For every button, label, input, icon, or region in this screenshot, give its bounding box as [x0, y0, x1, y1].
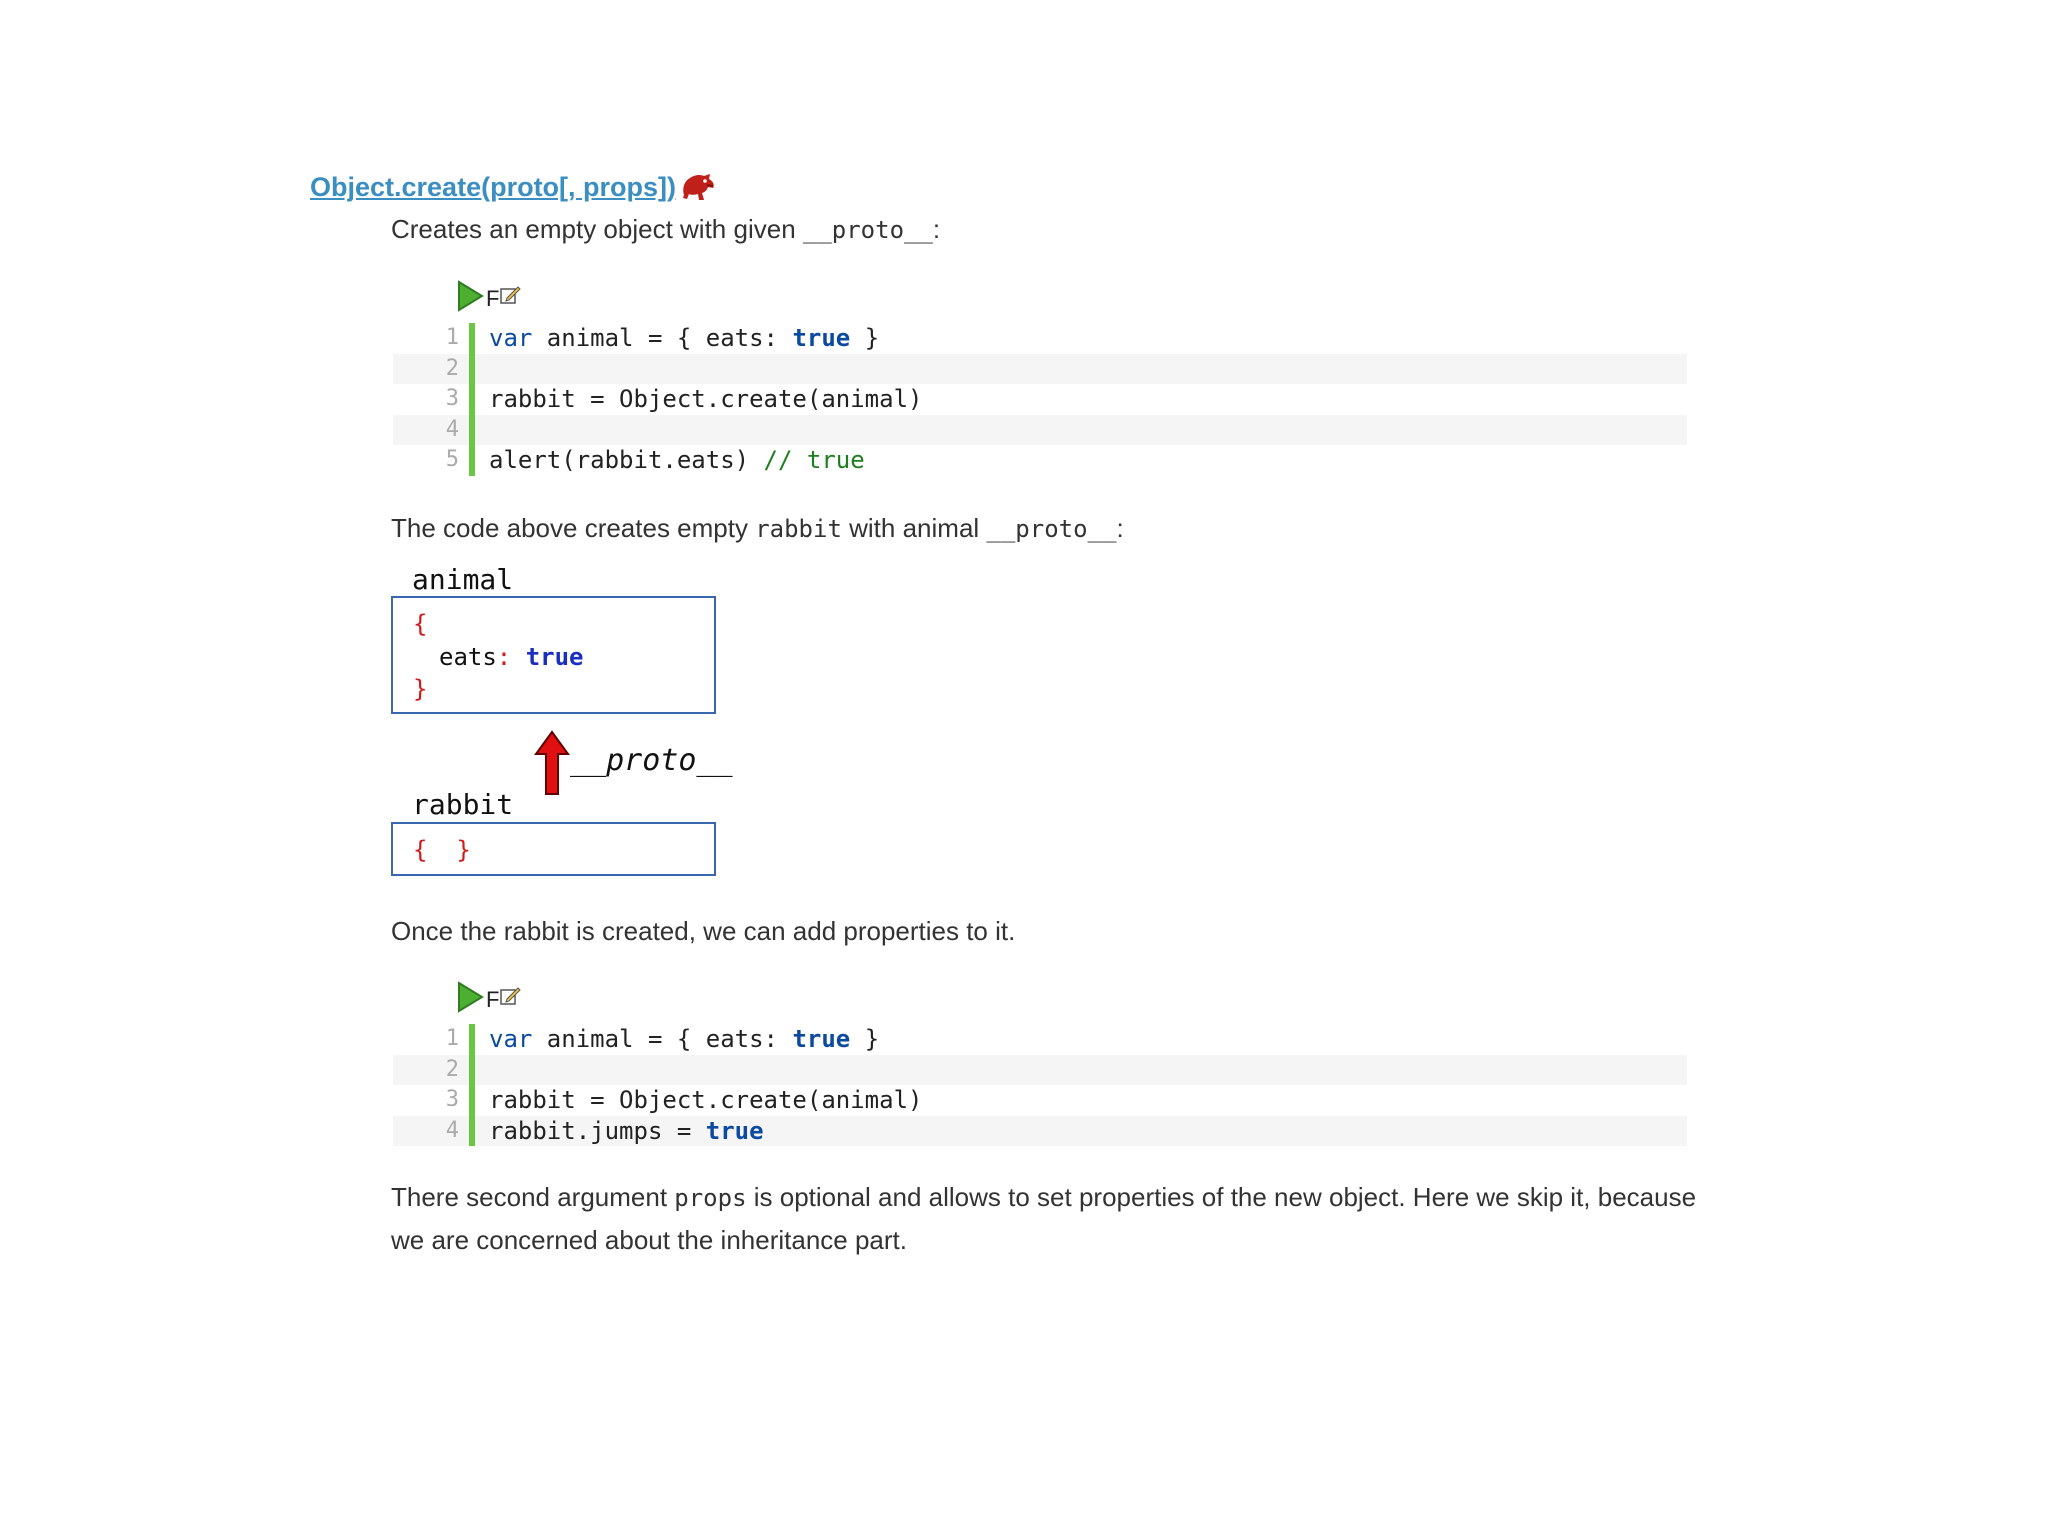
- code-line: [393, 354, 1687, 385]
- para4-prefix: There second argument: [391, 1182, 675, 1212]
- para2-suffix: :: [1116, 513, 1124, 543]
- line-number: 3: [445, 386, 459, 411]
- code-text: rabbit = Object.create(animal): [489, 385, 923, 414]
- object-create-link[interactable]: Object.create(proto[, props]): [310, 171, 677, 202]
- code-line: [393, 445, 1687, 476]
- play-icon[interactable]: [456, 981, 484, 1018]
- code-text: [475, 324, 879, 352]
- rabbit-body: { }: [413, 836, 471, 864]
- line-number: 1: [445, 325, 459, 350]
- code-text: [475, 1117, 764, 1145]
- para4-suffix: is optional and allows to set properties of the new object. Here we skip it, because we are concerned about the inheritance part.: [391, 1182, 1697, 1255]
- code-text: rabbit = Object.create(animal): [489, 1086, 923, 1115]
- animal-label: animal: [412, 563, 514, 596]
- proto-label: __proto__: [570, 743, 733, 778]
- edit-button[interactable]: [486, 986, 521, 1013]
- code-toolbar-1: [456, 281, 521, 315]
- code-text: [475, 446, 865, 474]
- code-line: [393, 1024, 1687, 1055]
- line-number: 5: [445, 447, 459, 472]
- code-segment: animal = { eats:: [532, 1025, 793, 1054]
- paragraph-2: [391, 507, 1124, 550]
- intro-suffix: :: [932, 214, 941, 244]
- gutter-bar: [469, 354, 475, 385]
- up-arrow-icon: [533, 730, 571, 801]
- para4-code: props: [674, 1184, 747, 1212]
- animal-box: [391, 596, 716, 714]
- animal-value: true: [525, 643, 584, 671]
- code-line: [393, 1055, 1687, 1086]
- animal-close-brace: }: [413, 675, 428, 703]
- para2-middle: with animal: [841, 513, 987, 543]
- animal-open-brace: {: [413, 610, 428, 638]
- code-line: [393, 384, 1687, 415]
- code-segment: }: [850, 1025, 880, 1054]
- gutter-bar: [469, 415, 475, 446]
- paragraph-3: Once the rabbit is created, we can add properties to it.: [391, 916, 1016, 946]
- paragraph-4: [391, 1176, 1721, 1261]
- code-toolbar-2: [456, 982, 521, 1016]
- intro-code: __proto__: [802, 216, 933, 244]
- animal-key: eats: [439, 643, 497, 671]
- code-segment: animal = { eats:: [532, 324, 793, 353]
- edit-icon: [499, 285, 521, 312]
- line-number: 1: [445, 1026, 459, 1051]
- intro-text: Creates an empty object with given: [391, 214, 803, 244]
- animal-colon: :: [496, 643, 512, 671]
- keyword-value: true: [705, 1116, 764, 1145]
- animal-property: [439, 643, 584, 671]
- rabbit-label: rabbit: [412, 788, 514, 821]
- rabbit-box: [391, 822, 716, 876]
- edit-label: F: [486, 986, 500, 1012]
- para2-code-rabbit: rabbit: [755, 515, 842, 543]
- code-line: [393, 415, 1687, 446]
- keyword-value: true: [792, 324, 851, 353]
- code-segment: alert(rabbit.eats): [489, 446, 764, 475]
- gutter-bar: [469, 1055, 475, 1086]
- section-heading: [310, 170, 716, 204]
- line-number: 2: [445, 1056, 459, 1082]
- code-segment: }: [850, 324, 880, 353]
- keyword: var: [489, 1025, 533, 1054]
- keyword-value: true: [792, 1025, 851, 1054]
- para2-prefix: The code above creates empty: [391, 513, 756, 543]
- para2-code-proto: __proto__: [986, 515, 1117, 543]
- line-number: 3: [445, 1087, 459, 1112]
- code-block-2: [393, 1024, 1687, 1146]
- edit-button[interactable]: [486, 285, 521, 312]
- keyword: var: [489, 324, 533, 353]
- edit-label: F: [486, 285, 500, 311]
- play-icon[interactable]: [456, 280, 484, 317]
- intro-paragraph: [391, 208, 940, 251]
- edit-icon: [499, 986, 521, 1013]
- code-line: [393, 1085, 1687, 1116]
- code-segment: rabbit.jumps =: [489, 1116, 706, 1145]
- line-number: 4: [445, 416, 459, 442]
- code-comment: // true: [763, 446, 865, 475]
- line-number: 4: [445, 1117, 459, 1143]
- line-number: 2: [445, 355, 459, 381]
- code-line: [393, 323, 1687, 354]
- code-block-1: [393, 323, 1687, 476]
- code-text: [475, 1025, 879, 1053]
- mozilla-dino-icon[interactable]: [680, 171, 716, 203]
- code-line: [393, 1116, 1687, 1147]
